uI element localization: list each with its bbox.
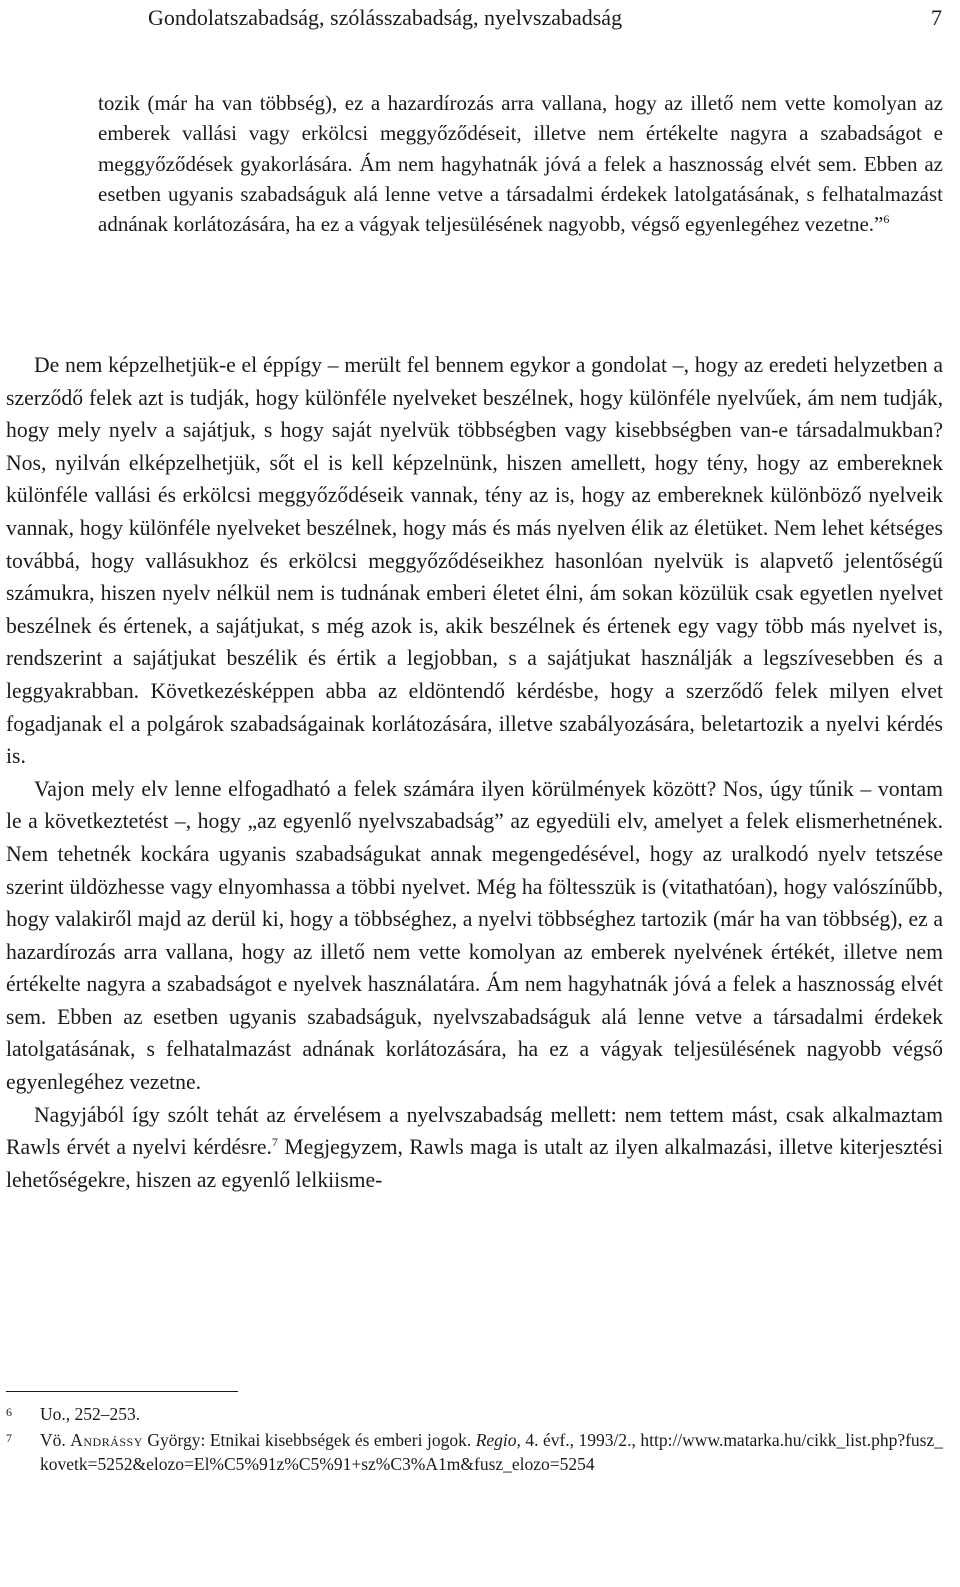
footnote-citation-url[interactable]: 4. évf., 1993/2., http://www.matarka.hu/cikk_list.php?fusz_kovetk=5252&elozo=El%C5%91z%C5%91+sz%C3%A1m&fusz_elozo=5254	[40, 1430, 943, 1474]
paragraph-2: Vajon mely elv lenne elfogadható a felek számára ilyen körülmények között? Nos, úgy tűnik – vontam le a következtetést –, hogy „az egyenlő nyelvszabadság” az egyedüli elv, amelyet a felek elismerhetnének. Nem tehetnék kockára ugyanis szabadságukat annak megengedésével, hogy az uralkodó nyelv tetszése szerint üldözhesse vagy elnyomhassa a többi nyelvet. Még ha föltesszük is (vitathatóan), hogy valószínűbb, hogy valakiről majd az derül ki, hogy a többséghez, a nyelvi többséghez tartozik (már ha van többség), ez a hazardírozás arra vallana, hogy az illető nem vette komolyan az emberek nyelvének értékét, illetve nem értékelte nagyra a szabadságot e nyelvek használatára. Ám nem hagyhatnák jóvá a felek a hasznosság elvét sem. Ebben az esetben ugyanis szabadságuk, nyelvszabadságuk alá lenne vetve a társadalmi érdekek latolgatásának, s felhatalmazást adnának korlátozására, ha ez a vágyak teljesülésének nagyobb végső egyenlegéhez vezetne.	[6, 776, 943, 1095]
footnote-title: György: Etnikai kisebbségek és emberi jogok.	[142, 1430, 476, 1450]
footnote-7	[6, 1428, 943, 1476]
footnote-text	[40, 1428, 943, 1476]
footnote-ref-6: 6	[883, 212, 890, 227]
footnotes	[6, 1402, 943, 1478]
footnote-journal: Regio,	[475, 1430, 521, 1450]
paragraph-3-part-a: Nagyjából így szólt tehát az érvelésem a nyelvszabadság mellett: nem tettem mást, csak alkalmaztam Rawls érvét a nyelvi kérdésre.	[6, 1102, 943, 1160]
footnote-divider	[6, 1391, 238, 1392]
footnote-number: 7	[6, 1431, 12, 1445]
footnote-ref-7: 7	[271, 1135, 278, 1150]
paragraph-3-part-b: Megjegyzem, Rawls maga is utalt az ilyen alkalmazási, illetve kiterjesztési lehetőségekre, hiszen az egyenlő lelkiisme-	[6, 1135, 943, 1192]
quotation-text: tozik (már ha van többség), ez a hazardírozás arra vallana, hogy az illető nem vette komolyan az emberek vallási vagy erkölcsi meggyőződéseit, illetve nem értékelte nagyra a szabadságot e meggyőződések gyakorlására. Ám nem hagyhatnák jóvá a felek a hasznosság elvét sem. Ebben az esetben ugyanis szabadságuk alá lenne vetve a társadalmi érdekek latolgatásának, s felhatalmazást adnának korlátozására, ha ez a vágyak teljesülésének nagyobb, végső egyenlegéhez vezetne.”	[98, 91, 943, 237]
paragraph-1: De nem képzelhetjük-e el éppígy – merült fel bennem egykor a gondolat –, hogy az eredeti helyzetben a szerződő felek azt is tudják, hogy különféle nyelveket beszélnek, hogy különféle nyelvűek, ám nem tudják, hogy mely nyelv a sajátjuk, s hogy saját nyelvük többségben vagy kisebbségben van-e társadalmukban? Nos, nyilván elképzelhetjük, sőt el is kell képzelnünk, hiszen amellett, hogy tény, hogy az embereknek különféle vallási és erkölcsi meggyőződéseik vannak, tény az is, hogy az embereknek különböző nyelveik vannak, hogy különféle nyelveket beszélnek, hogy más és más nyelven élik az életüket. Nem lehet kétséges továbbá, hogy vallásukhoz és erkölcsi meggyőződéseikhez hasonlóan nyelvük is alapvető jelentőségű számukra, hiszen nyelv nélkül nem is tudnának emberi életet élni, ám sokan közülük csak egyetlen nyelvet beszélnek és értenek, a sajátjukat, s még azok is, akik beszélnek és értenek egy vagy több más nyelvet is, rendszerint a sajátjukat beszélik és értik a legjobban, s a sajátjukat használják a legszívesebben és a leggyakrabban. Következésképpen abba az eldöntendő kérdésbe, hogy a szerződő felek milyen elvet fogadjanak el a polgárok szabadságainak korlátozására, illetve szabályozására, beletartozik a nyelvi kérdés is.	[6, 353, 943, 769]
paragraph-3	[6, 1099, 943, 1197]
footnote-6	[6, 1402, 943, 1426]
running-header	[148, 4, 942, 32]
quotation-paragraph	[98, 88, 943, 239]
body-text	[6, 349, 943, 1196]
block-quotation	[98, 88, 943, 239]
page-number: 7	[931, 5, 942, 30]
footnote-text: Uo., 252–253.	[40, 1404, 141, 1424]
footnote-author: Andrássy	[70, 1430, 143, 1450]
footnote-prefix: Vö.	[40, 1430, 71, 1450]
running-title: Gondolatszabadság, szólásszabadság, nyelvszabadság	[148, 5, 623, 30]
footnote-number: 6	[6, 1405, 12, 1419]
